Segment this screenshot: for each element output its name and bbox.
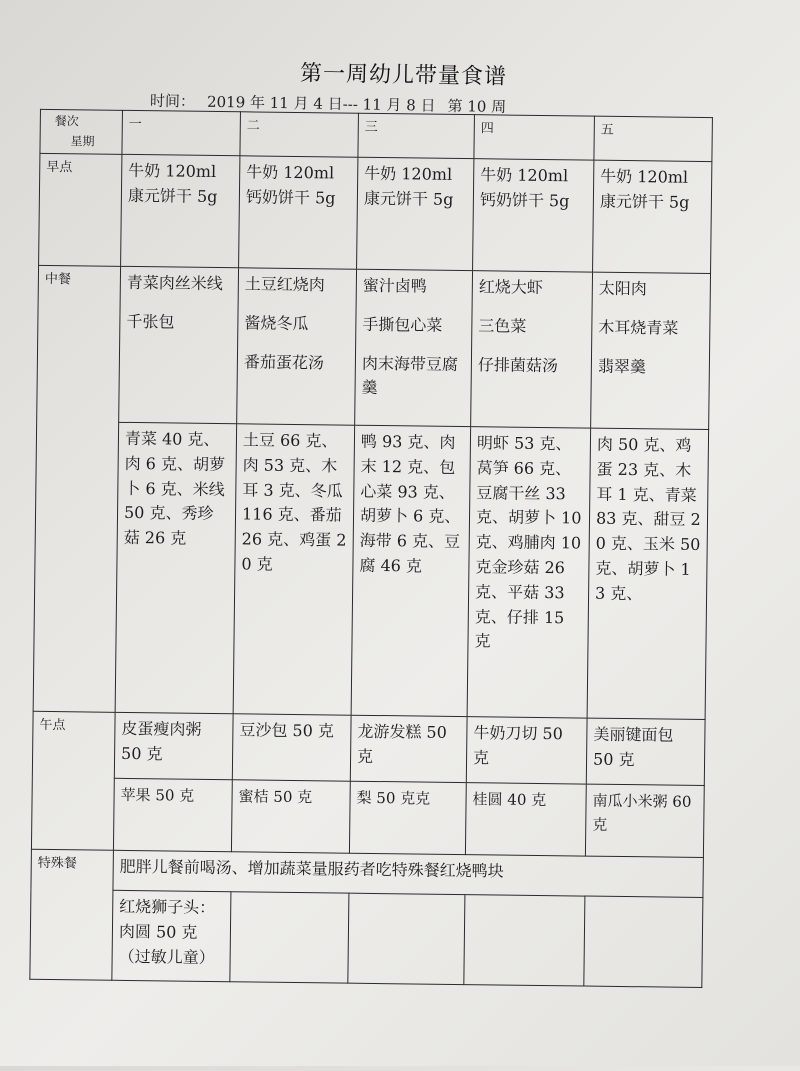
breakfast-cell [121,154,240,267]
ingredient-cell: 青菜 40 克、肉 6 克、胡萝卜 6 克、米线 50 克、秀珍菇 26 克 [115,422,237,713]
breakfast-item: 牛奶 120ml [480,165,569,186]
snack-cell: 牛奶刀切 50 克 [466,717,587,784]
snack-label: 午点 [31,711,115,850]
day-header: 三 [358,113,475,158]
breakfast-cell [239,156,358,269]
ingredient-cell: 明虾 53 克、莴笋 66 克、豆腐干丝 33 克、胡萝卜 10 克、鸡脯肉 10 克金珍菇 26 克、平菇 33 克、仔排 15 克 [467,427,591,718]
breakfast-item: 康元饼干 5g [599,191,690,212]
day-header: 五 [594,116,713,161]
breakfast-item: 康元饼干 5g [363,188,454,209]
snack-cell: 皮蛋瘦肉粥 50 克 [114,712,233,779]
breakfast-row [39,153,712,273]
breakfast-item: 牛奶 120ml [246,162,335,183]
dish: 手撕包心菜 [362,314,443,335]
dish: 红烧大虾 [478,277,543,298]
breakfast-item: 牛奶 120ml [364,163,453,184]
special-label: 特殊餐 [30,849,114,980]
lunch-dish-cell [355,269,473,426]
dish: 酱烧冬瓜 [244,313,309,333]
empty-cell [348,893,465,984]
ingredient-cell: 土豆 66 克、肉 53 克、木耳 3 克、冬瓜 116 克、番茄 26 克、鸡蛋 20 克 [233,424,355,715]
ingredient-cell: 肉 50 克、鸡蛋 23 克、木耳 1 克、青菜 83 克、甜豆 20 克、玉米 50 克、胡萝卜 13 克、 [587,428,709,719]
fruit-cell: 梨 50 克克 [349,781,466,854]
fruit-cell: 蜜桔 50 克 [231,780,350,853]
empty-cell [584,896,703,987]
ingredient-cell: 鸭 93 克、肉末 12 克、包心菜 93 克、胡萝卜 6 克、海带 6 克、豆腐 46 克 [351,425,471,716]
breakfast-item: 钙奶饼干 5g [479,190,570,211]
lunch-dish-cell [591,272,711,429]
dish: 土豆红烧肉 [244,274,325,295]
breakfast-item: 康元饼干 5g [127,185,218,206]
day-header: 二 [240,112,359,157]
fruit-row [31,777,704,857]
lunch-dish-cell [237,268,357,425]
dish: 木耳烧青菜 [598,317,679,338]
fruit-cell: 苹果 50 克 [113,778,232,851]
page-title: 第一周幼儿带量食谱 [299,61,508,90]
snack-cell: 豆沙包 50 克 [232,714,351,781]
breakfast-item: 牛奶 120ml [600,166,689,187]
weekday-header: 星期 [70,134,95,149]
special-allergy-row [30,889,703,987]
dish: 三色菜 [478,316,527,336]
empty-cell [464,895,585,986]
dish: 番茄蛋花汤 [243,351,325,372]
lunch-ingredient-row [33,421,708,719]
allergy-cell: 红烧狮子头：肉圆 50 克（过敏儿童） [112,890,231,981]
breakfast-item: 牛奶 120ml [128,160,217,182]
empty-cell [230,892,349,983]
dish: 仔排菌菇汤 [477,354,559,375]
dish: 翡翠羹 [597,356,647,376]
dish: 肉末海带豆腐羹 [361,353,459,398]
menu-table [29,109,713,988]
dish: 太阳肉 [598,278,647,299]
breakfast-cell [357,157,474,270]
breakfast-item: 钙奶饼干 5g [245,187,336,208]
fruit-cell: 南瓜小米粥 60 克 [585,784,704,857]
day-header: 一 [122,110,241,155]
snack-cell: 美丽键面包 50 克 [586,718,705,785]
meal-header: 餐次 [54,114,79,129]
dish: 千张包 [126,311,175,332]
lunch-dish-cell [119,266,239,423]
snack-row [32,711,705,785]
breakfast-label: 早点 [39,153,122,266]
corner-cell [40,109,123,154]
day-header: 四 [474,115,595,160]
fruit-cell: 桂圆 40 克 [465,783,586,856]
dish: 蜜汁卤鸭 [362,275,427,296]
date-range: 2019 年 11 月 4 日--- 11 月 8 日 [206,92,436,115]
lunch-label: 中餐 [33,265,120,712]
special-note: 肥胖儿餐前喝汤、增加蔬菜量服药者吃特殊餐红烧鸭块 [113,850,703,897]
dish: 青菜肉丝米线 [126,272,223,294]
snack-cell: 龙游发糕 50 克 [350,715,467,782]
breakfast-cell [593,160,712,273]
lunch-dish-cell [471,271,593,428]
time-label: 时间： [149,91,196,111]
week-label: 第 10 周 [447,96,507,117]
lunch-dish-row [37,265,711,429]
breakfast-cell [473,159,594,272]
